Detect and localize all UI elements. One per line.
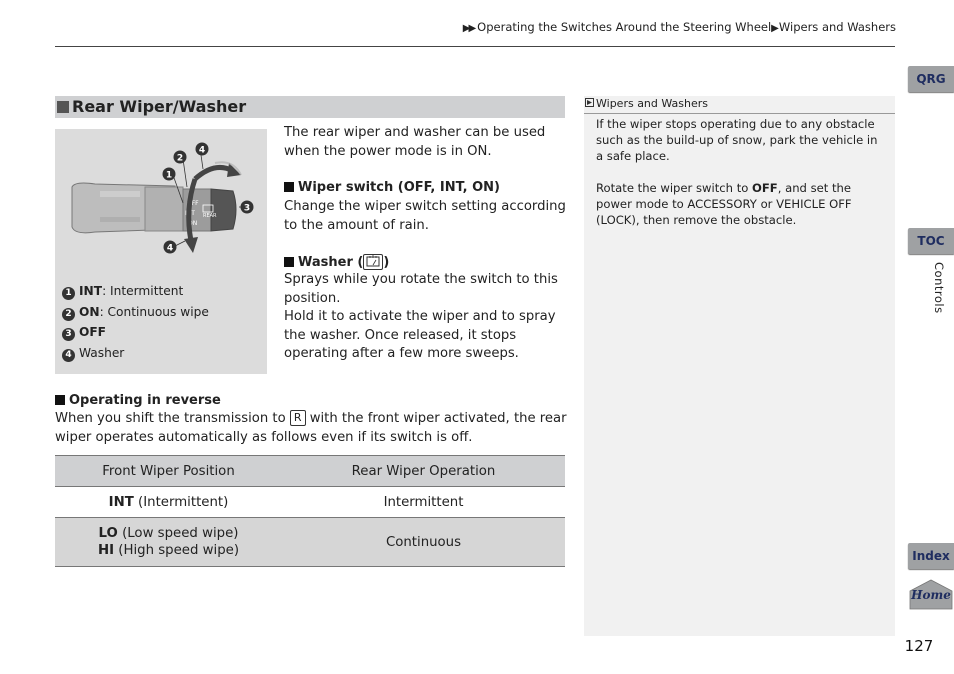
wiper-switch-heading: Wiper switch (OFF, INT, ON) (284, 180, 566, 195)
switch-label-off: OFF (187, 200, 199, 207)
note-paragraph-1: If the wiper stops operating due to any obstacle such as the build-up of snow, park the vehicle in a safe place. (596, 117, 878, 163)
callout-badge-3 (241, 201, 254, 214)
section-title: Rear Wiper/Washer (72, 97, 247, 116)
svg-text:4: 4 (198, 145, 206, 156)
page-number: 127 (904, 637, 934, 655)
breadcrumb (0, 20, 896, 34)
notes-sidebar (584, 96, 895, 636)
index-tab[interactable]: Index (908, 543, 954, 569)
home-label: Home (911, 588, 951, 602)
reference-arrow-icon (585, 98, 594, 107)
switch-label-int: INT (185, 210, 195, 217)
callout-badge-2 (174, 151, 187, 164)
table-header-row (55, 456, 565, 487)
subheading-square-icon (284, 182, 294, 192)
callout-badge-4-bottom (164, 241, 177, 254)
front-position-cell: INT (Intermittent) (55, 487, 282, 518)
note-paragraph-2: Rotate the wiper switch to OFF, and set the power mode to ACCESSORY or VEHICLE OFF (LOCK), then remove the obstacle. (596, 181, 852, 227)
legend-item-off: 3 OFF (62, 324, 106, 340)
breadcrumb-page: Wipers and Washers (778, 20, 896, 34)
callout-badge-4-top (196, 143, 209, 156)
reverse-gear-key: R (290, 410, 306, 426)
chapter-side-label: Controls (932, 262, 946, 314)
rear-operation-cell: Continuous (282, 518, 565, 567)
breadcrumb-separator-icon: ▶ (771, 23, 779, 34)
rear-washer-icon (363, 254, 383, 270)
table-row (55, 487, 565, 518)
heading-square-icon (57, 101, 69, 113)
intro-text: The rear wiper and washer can be used when the power mode is in ON. (284, 125, 546, 159)
rear-operation-cell: Intermittent (282, 487, 565, 518)
svg-text:1: 1 (165, 170, 173, 181)
subheading-square-icon (55, 395, 65, 405)
column-header-front: Front Wiper Position (55, 456, 282, 487)
svg-text:3: 3 (243, 203, 251, 214)
table-row (55, 518, 565, 567)
washer-heading: Washer ( ) (284, 254, 566, 270)
svg-text:2: 2 (176, 153, 184, 164)
column-header-rear: Rear Wiper Operation (282, 456, 565, 487)
switch-label-rear: REAR (203, 213, 217, 219)
legend-item-on: 2 ON: Continuous wipe (62, 304, 209, 320)
header-rule (55, 46, 895, 47)
wiper-switch-figure (55, 129, 267, 374)
qrg-tab[interactable]: QRG (908, 66, 954, 92)
legend-item-washer: 4 Washer (62, 345, 124, 361)
toc-tab[interactable]: TOC (908, 228, 954, 254)
note-title: Wipers and Washers (584, 96, 895, 114)
home-button[interactable] (908, 579, 954, 610)
section-heading (55, 96, 565, 118)
washer-text-1: Sprays while you rotate the switch to this position. (284, 272, 558, 306)
breadcrumb-section-link[interactable]: Operating the Switches Around the Steering Wheel (477, 20, 772, 34)
wiper-stalk-illustration (55, 129, 267, 279)
callout-badge-1 (163, 168, 176, 181)
front-position-cell: LO (Low speed wipe) HI (High speed wipe) (55, 518, 282, 567)
washer-text-2: Hold it to activate the wiper and to spray the washer. Once released, it stops operating after a few more sweeps. (284, 309, 556, 361)
wiper-switch-text: Change the wiper switch setting according to the amount of rain. (284, 199, 566, 233)
switch-label-on: ON (188, 220, 198, 227)
reverse-heading: Operating in reverse (55, 393, 565, 408)
rear-wiper-operation-table (55, 455, 565, 567)
subheading-square-icon (284, 257, 294, 267)
legend-item-int: 1 INT: Intermittent (62, 283, 183, 299)
reverse-text: When you shift the transmission to R with the front wiper activated, the rear wiper operates automatically as follows even if its switch is off. (55, 411, 567, 445)
breadcrumb-arrows-icon: ▶▶ (462, 23, 475, 34)
svg-text:4: 4 (166, 243, 174, 254)
